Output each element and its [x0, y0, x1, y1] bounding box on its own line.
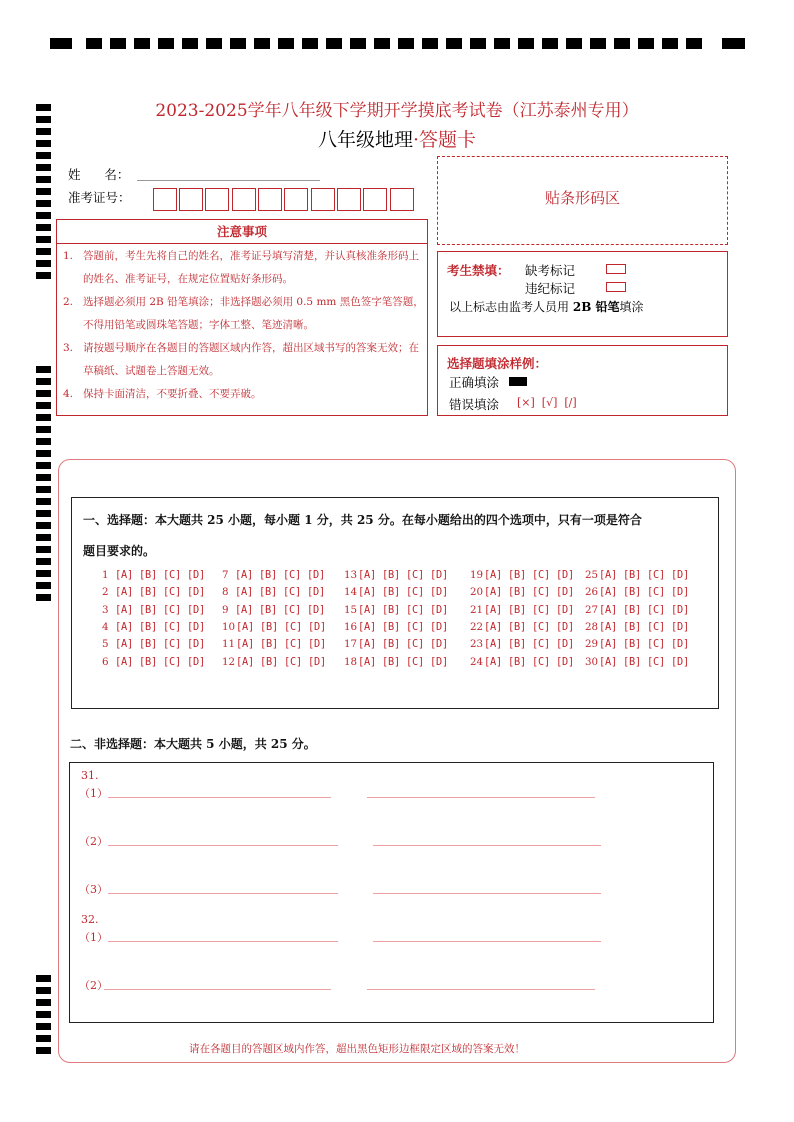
- choice-options[interactable]: [A] [B] [C] [D]: [236, 620, 326, 633]
- choice-options[interactable]: [A] [B] [C] [D]: [115, 603, 205, 616]
- q32-sub1-line-b[interactable]: [373, 941, 601, 942]
- question-number: 5: [102, 638, 109, 651]
- question-number: 10: [222, 620, 236, 633]
- correct-label: 正确填涂: [449, 375, 500, 390]
- question-number: 2: [102, 586, 109, 599]
- forbidden-label: 考生禁填：: [447, 263, 510, 278]
- question-number: 8: [222, 586, 229, 599]
- top-timing-marks: [50, 38, 745, 51]
- choice-options[interactable]: [A] [B] [C] [D]: [115, 586, 205, 599]
- notice-title: 注意事项: [57, 220, 427, 244]
- q31-sub3-line-b[interactable]: [373, 893, 601, 894]
- choice-options[interactable]: [A] [B] [C] [D]: [236, 655, 326, 668]
- id-cell[interactable]: [390, 188, 414, 211]
- question-number: 13: [344, 569, 358, 581]
- correct-fill-sample: [509, 377, 527, 386]
- name-input-line[interactable]: [137, 180, 320, 181]
- subject-separator: ·: [412, 129, 420, 151]
- q31-sub2-line-b[interactable]: [373, 845, 601, 846]
- sample-box: [437, 345, 728, 416]
- notice-box: [56, 219, 428, 416]
- question-number: 4: [102, 620, 109, 633]
- choice-options[interactable]: [A] [B] [C] [D]: [235, 586, 325, 599]
- choice-options[interactable]: [A] [B] [C] [D]: [358, 586, 448, 599]
- choice-options[interactable]: [A] [B] [C] [D]: [358, 655, 448, 668]
- choice-options[interactable]: [A] [B] [C] [D]: [599, 655, 689, 668]
- wrong-fill-samples: [×] [√] [/]: [517, 396, 577, 409]
- choice-options[interactable]: [A] [B] [C] [D]: [484, 586, 574, 599]
- question-number: 12: [222, 655, 236, 668]
- question-number: 26: [585, 586, 599, 599]
- question-number: 25: [585, 569, 599, 581]
- choice-options[interactable]: [A] [B] [C] [D]: [484, 655, 574, 668]
- choice-options[interactable]: [A] [B] [C] [D]: [115, 620, 205, 633]
- question-number: 28: [585, 620, 599, 633]
- question-number: 27: [585, 603, 599, 616]
- id-cell[interactable]: [284, 188, 308, 211]
- wrong-label: 错误填涂: [449, 397, 500, 412]
- barcode-label: 贴条形码区: [544, 189, 620, 207]
- choice-options[interactable]: [A] [B] [C] [D]: [599, 638, 689, 651]
- notice-item: 4. 保持卡面清洁，不要折叠、不要弄破。: [63, 388, 262, 400]
- absent-mark-box[interactable]: [606, 264, 626, 274]
- q32-sub2-line-a[interactable]: [104, 989, 331, 990]
- id-cell[interactable]: [363, 188, 387, 211]
- q32-sub2-label: （2）: [79, 979, 108, 992]
- choice-options[interactable]: [A] [B] [C] [D]: [358, 620, 448, 633]
- id-label: 准考证号：: [68, 190, 131, 205]
- choice-options[interactable]: [A] [B] [C] [D]: [358, 638, 448, 651]
- question-number: 18: [344, 655, 358, 668]
- q31-sub1-line-b[interactable]: [367, 797, 595, 798]
- q31-sub1-line-a[interactable]: [108, 797, 331, 798]
- q31-sub2-label: （2）: [79, 835, 108, 848]
- question-32-label: 32.: [81, 913, 99, 926]
- name-label: 姓 名：: [68, 167, 130, 182]
- choice-options[interactable]: [A] [B] [C] [D]: [599, 569, 689, 581]
- choice-options[interactable]: [A] [B] [C] [D]: [358, 603, 448, 616]
- choice-options[interactable]: [A] [B] [C] [D]: [235, 569, 325, 581]
- violation-mark-box[interactable]: [606, 282, 626, 292]
- choice-options[interactable]: [A] [B] [C] [D]: [235, 603, 325, 616]
- question-number: 16: [344, 620, 358, 633]
- question-number: 20: [470, 586, 484, 599]
- notice-item: 2. 选择题必须用 2B 铅笔填涂；非选择题必须用 0.5 mm 黑色签字笔答题，不得用铅笔或圆珠笔答题；字体工整、笔迹清晰。: [63, 296, 424, 331]
- choice-options[interactable]: [A] [B] [C] [D]: [599, 586, 689, 599]
- question-number: 6: [102, 655, 109, 668]
- id-cell[interactable]: [205, 188, 229, 211]
- q32-sub2-line-b[interactable]: [367, 989, 595, 990]
- choice-options[interactable]: [A] [B] [C] [D]: [484, 638, 574, 651]
- question-number: 11: [222, 638, 236, 651]
- choice-options[interactable]: [A] [B] [C] [D]: [115, 655, 205, 668]
- id-cell[interactable]: [179, 188, 203, 211]
- question-number: 3: [102, 603, 109, 616]
- question-number: 14: [344, 586, 358, 599]
- notice-item: 3. 请按题号顺序在各题目的答题区域内作答，超出区域书写的答案无效；在草稿纸、试题卷上答题无效。: [63, 342, 419, 377]
- id-cell[interactable]: [311, 188, 335, 211]
- barcode-area: [437, 156, 728, 245]
- q31-sub3-label: （3）: [79, 883, 108, 896]
- choice-options[interactable]: [A] [B] [C] [D]: [484, 569, 574, 581]
- id-cell[interactable]: [337, 188, 361, 211]
- id-boxes[interactable]: [153, 188, 417, 212]
- question-number: 9: [222, 603, 229, 616]
- q32-sub1-label: （1）: [79, 931, 108, 944]
- question-number: 24: [470, 655, 484, 668]
- q31-sub1-label: （1）: [79, 787, 108, 800]
- choice-options[interactable]: [A] [B] [C] [D]: [484, 620, 574, 633]
- choice-options[interactable]: [A] [B] [C] [D]: [358, 569, 448, 581]
- choice-options[interactable]: [A] [B] [C] [D]: [115, 569, 205, 581]
- section1-title: 一、选择题：本大题共 25 小题，每小题 1 分，共 25 分。在每小题给出的四个选项中，只有一项是符合: [83, 513, 642, 527]
- question-31-label: 31.: [81, 769, 99, 782]
- choice-options[interactable]: [A] [B] [C] [D]: [484, 603, 574, 616]
- section1-title-cont: 题目要求的。: [83, 544, 156, 558]
- q31-sub2-line-a[interactable]: [108, 845, 338, 846]
- question-number: 21: [470, 603, 484, 616]
- id-cell[interactable]: [153, 188, 177, 211]
- question-number: 1: [102, 569, 109, 581]
- question-number: 23: [470, 638, 484, 651]
- violation-label: 违纪标记: [525, 281, 576, 296]
- section2-title: 二、非选择题：本大题共 5 小题，共 25 分。: [70, 737, 316, 751]
- question-number: 19: [470, 569, 484, 581]
- question-number: 30: [585, 655, 599, 668]
- absent-label: 缺考标记: [525, 263, 576, 278]
- card-label: 答题卡: [419, 129, 477, 151]
- question-number: 17: [344, 638, 358, 651]
- question-number: 29: [585, 638, 599, 651]
- subject-name: 八年级地理: [317, 129, 413, 151]
- q31-sub3-line-a[interactable]: [108, 893, 338, 894]
- forbidden-note: 以上标志由监考人员用 2B 铅笔填涂: [449, 300, 644, 314]
- question-number: 7: [222, 569, 229, 581]
- question-number: 22: [470, 620, 484, 633]
- q32-sub1-line-a[interactable]: [108, 941, 338, 942]
- choice-options[interactable]: [A] [B] [C] [D]: [599, 603, 689, 616]
- question-number: 15: [344, 603, 358, 616]
- subject-title: [0, 125, 794, 152]
- choice-options[interactable]: [A] [B] [C] [D]: [115, 638, 205, 651]
- forbidden-box: [437, 251, 728, 337]
- choice-options[interactable]: [A] [B] [C] [D]: [236, 638, 326, 651]
- footer-warning: 请在各题目的答题区域内作答，超出黑色矩形边框限定区域的答案无效！: [189, 1043, 525, 1055]
- choice-options[interactable]: [A] [B] [C] [D]: [599, 620, 689, 633]
- sample-title: 选择题填涂样例：: [447, 356, 548, 371]
- notice-item: 1. 答题前，考生先将自己的姓名，准考证号填写清楚，并认真核准条形码上的姓名、准考证号，在规定位置贴好条形码。: [63, 250, 419, 285]
- id-cell[interactable]: [258, 188, 282, 211]
- id-cell[interactable]: [232, 188, 256, 211]
- exam-title: 2023-2025学年八年级下学期开学摸底考试卷（江苏泰州专用）: [155, 101, 639, 121]
